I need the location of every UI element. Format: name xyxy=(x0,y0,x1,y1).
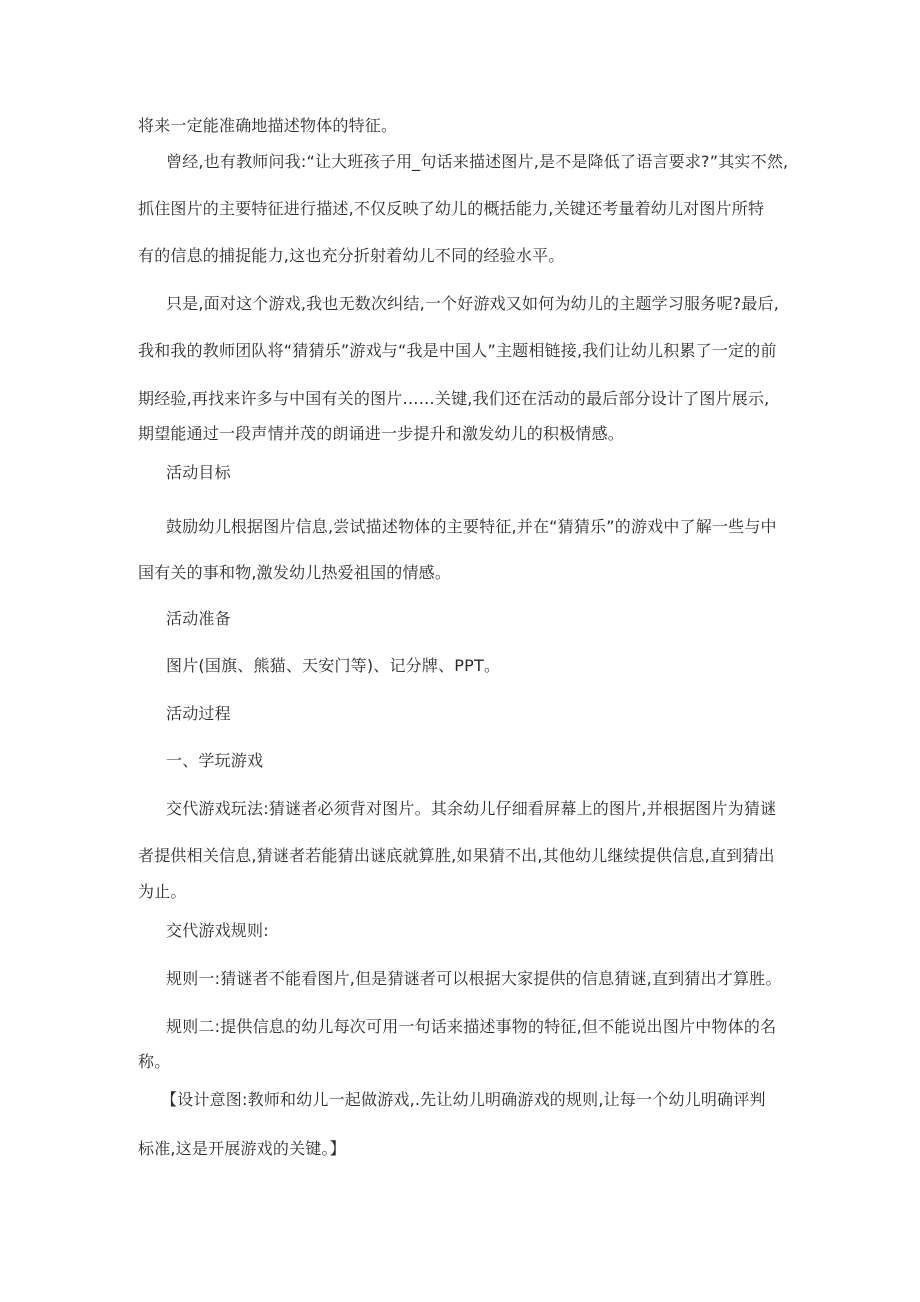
text-line: 图片(国旗、熊猫、天安门等)、记分牌、PPT。 xyxy=(166,656,501,675)
text-line: 鼓励幼儿根据图片信息,尝试描述物体的主要特征,并在“猜猜乐”的游戏中了解一些与中 xyxy=(166,517,777,536)
text-line: 者提供相关信息,猜谜者若能猜出谜底就算胜,如果猜不出,其他幼儿继续提供信息,直到猜出 xyxy=(138,846,775,865)
text-line: 我和我的教师团队将“猜猜乐”游戏与“我是中国人”主题相链接,我们让幼儿积累了一定的前 xyxy=(138,341,777,360)
section-heading: 活动目标 xyxy=(166,463,231,482)
section-heading: 活动过程 xyxy=(166,704,231,723)
text-line: 规则二:提供信息的幼儿每次可用一句话来描述事物的特征,但不能说出图片中物体的名 xyxy=(166,1017,777,1036)
text-line: 期望能通过一段声情并茂的朗诵进一步提升和激发幼儿的积极情感。 xyxy=(138,424,625,443)
text-line: 抓住图片的主要特征进行描述,不仅反映了幼儿的概括能力,关键还考量着幼儿对图片所特 xyxy=(138,199,765,218)
text-line: 规则一:猜谜者不能看图片,但是猜谜者可以根据大家提供的信息猜谜,直到猜出才算胜。 xyxy=(166,969,782,988)
text-line: 有的信息的捕捉能力,这也充分折射着幼儿不同的经验水平。 xyxy=(138,246,565,265)
text-line: 将来一定能准确地描述物体的特征。 xyxy=(138,116,398,135)
subsection-heading: 一、学玩游戏 xyxy=(166,751,264,770)
design-note-line: 标准,这是开展游戏的关键。】 xyxy=(138,1139,346,1158)
text-line: 只是,面对这个游戏,我也无数次纠结,一个好游戏又如何为幼儿的主题学习服务呢?最后, xyxy=(166,294,780,313)
text-line: 交代游戏玩法:猜谜者必须背对图片。其余幼儿仔细看屏幕上的图片,并根据图片为猜谜 xyxy=(166,799,777,818)
design-note-line: 【设计意图:教师和幼儿一起做游戏,.先让幼儿明确游戏的规则,让每一个幼儿明确评判 xyxy=(161,1090,766,1109)
text-line: 交代游戏规则: xyxy=(166,921,269,940)
text-line: 称。 xyxy=(138,1052,171,1071)
section-heading: 活动准备 xyxy=(166,609,231,628)
text-line: 为止。 xyxy=(138,882,187,901)
text-line: 国有关的事和物,激发幼儿热爱祖国的情感。 xyxy=(138,563,452,582)
text-line: 期经验,再找来许多与中国有关的图片……关键,我们还在活动的最后部分设计了图片展示, xyxy=(138,389,770,408)
text-line: 曾经,也有教师问我:“让大班孩子用_句话来描述图片,是不是降低了语言要求?”其实不然, xyxy=(166,152,789,171)
